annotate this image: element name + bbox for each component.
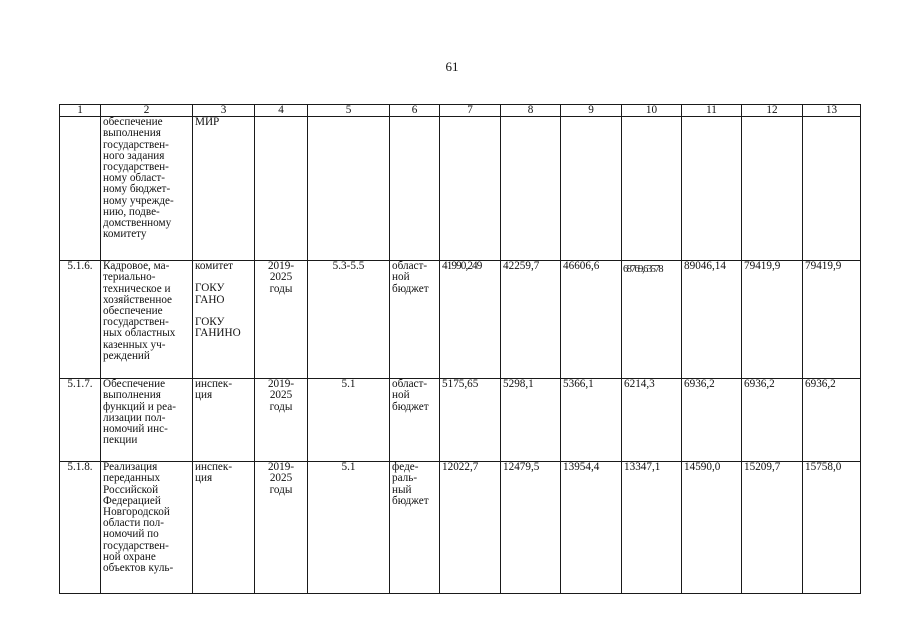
text-line: териально- [103, 271, 156, 284]
text-line: нию, подве- [103, 205, 160, 218]
target-indicator: 5.1 [308, 462, 390, 594]
target-indicator [308, 117, 390, 261]
row-number: 5.1.7. [60, 379, 101, 462]
value-cell: 6936,2 [682, 379, 742, 462]
text-line: казенных уч- [103, 338, 166, 351]
column-header: 5 [308, 105, 390, 117]
text-line: домственному [103, 217, 172, 230]
text-line: обеспечение [103, 305, 163, 318]
text-line: раль- [392, 472, 418, 485]
text-line: област- [392, 378, 428, 391]
text-line: годы [269, 483, 293, 496]
funding-source [390, 261, 440, 379]
text-line: Федерацией [103, 494, 161, 507]
value-cell [622, 117, 682, 261]
text-line: ному учрежде- [103, 194, 174, 207]
program-table [59, 104, 861, 594]
value-cell [561, 117, 622, 261]
funding-source [390, 462, 440, 594]
text-line: 2025 [269, 271, 293, 284]
activity-name [101, 379, 193, 462]
value-cell: 5298,1 [501, 379, 561, 462]
text-line: инспек- [195, 461, 233, 474]
text-line: Новгородской [103, 506, 170, 519]
value-cell [501, 117, 561, 261]
value-cell: 13954,4 [561, 462, 622, 594]
value-cell: 6214,3 [622, 379, 682, 462]
value-cell [440, 117, 501, 261]
text-line: номочий по [103, 528, 159, 541]
text-line: ной [392, 271, 410, 284]
table-row [60, 462, 861, 594]
text-line: обеспечение [103, 116, 163, 129]
text-line: ция [195, 472, 213, 485]
executor [193, 117, 255, 261]
text-line: бюджет [392, 282, 429, 295]
text-line: ному област- [103, 172, 165, 185]
table-row [60, 117, 861, 261]
text-line: 2019- [267, 461, 295, 474]
text-line: области пол- [103, 517, 164, 530]
activity-name [101, 462, 193, 594]
value-cell: 15758,0 [803, 462, 861, 594]
text-line: ГАНИНО [195, 327, 241, 340]
period [255, 117, 308, 261]
text-line: 2019- [267, 378, 295, 391]
text-line: ного задания [103, 149, 165, 162]
text-line: 2019- [267, 260, 295, 273]
table-row [60, 261, 861, 379]
column-header: 1 [60, 105, 101, 117]
text-line: лизации пол- [103, 411, 166, 424]
text-line: переданных [103, 472, 161, 485]
text-line: бюджет [392, 400, 429, 413]
text-line: государствен- [103, 539, 169, 552]
text-line: годы [269, 282, 293, 295]
value-cell: 68769,63578 [622, 261, 682, 379]
text-line: ГОКУ [195, 315, 225, 328]
text-line: инспек- [195, 378, 233, 391]
row-number: 5.1.6. [60, 261, 101, 379]
text-line: ГОКУ [195, 282, 225, 295]
value-cell: 5175,65 [440, 379, 501, 462]
text-line: ГАНО [195, 293, 225, 306]
text-line: комитет [195, 260, 234, 273]
target-indicator: 5.1 [308, 379, 390, 462]
value-cell: 14590,0 [682, 462, 742, 594]
column-header: 11 [682, 105, 742, 117]
text-line: техническое и [103, 282, 171, 295]
value-cell: 13347,1 [622, 462, 682, 594]
text-line: Кадровое, ма- [103, 260, 170, 273]
text-line: хозяйственное [103, 293, 173, 306]
column-header: 9 [561, 105, 622, 117]
value-cell [682, 117, 742, 261]
funding-source [390, 117, 440, 261]
text-line: пекции [103, 434, 138, 447]
executor [193, 462, 255, 594]
text-line: государствен- [103, 138, 169, 151]
text-line: 2025 [269, 389, 293, 402]
text-line: функций и реа- [103, 400, 176, 413]
text-line: объектов куль- [103, 562, 174, 575]
table-row [60, 379, 861, 462]
value-cell: 89046,14 [682, 261, 742, 379]
period [255, 462, 308, 594]
value-cell [803, 117, 861, 261]
column-header: 7 [440, 105, 501, 117]
text-line: Обеспечение [103, 378, 166, 391]
text-line: ный [392, 483, 412, 496]
text-line: Реализация [103, 461, 158, 474]
period [255, 379, 308, 462]
value-cell: 41990,249 [440, 261, 501, 379]
text-line: государствен- [103, 161, 169, 174]
column-header: 2 [101, 105, 193, 117]
text-line: годы [269, 400, 293, 413]
value-cell [742, 117, 803, 261]
target-indicator: 5.3-5.5 [308, 261, 390, 379]
executor [193, 379, 255, 462]
text-line: государствен- [103, 316, 169, 329]
value-cell: 79419,9 [803, 261, 861, 379]
text-line: комитету [103, 228, 147, 241]
column-header: 12 [742, 105, 803, 117]
page-number: 61 [445, 59, 459, 74]
column-header: 6 [390, 105, 440, 117]
text-line: феде- [392, 461, 419, 474]
text-line: ному бюджет- [103, 183, 171, 196]
activity-name [101, 117, 193, 261]
value-cell: 5366,1 [561, 379, 622, 462]
text-line: ных областных [103, 327, 176, 340]
text-line: выполнения [103, 389, 161, 402]
activity-name [101, 261, 193, 379]
text-line: МИР [195, 116, 220, 129]
column-header: 3 [193, 105, 255, 117]
text-line: номочий инс- [103, 423, 168, 436]
column-header: 10 [622, 105, 682, 117]
text-line: 2025 [269, 472, 293, 485]
column-header: 13 [803, 105, 861, 117]
column-header: 4 [255, 105, 308, 117]
value-cell: 6936,2 [803, 379, 861, 462]
value-cell: 79419,9 [742, 261, 803, 379]
value-cell: 15209,7 [742, 462, 803, 594]
funding-source [390, 379, 440, 462]
value-cell: 12022,7 [440, 462, 501, 594]
value-cell: 46606,6 [561, 261, 622, 379]
row-number: 5.1.8. [60, 462, 101, 594]
value-cell: 42259,7 [501, 261, 561, 379]
period [255, 261, 308, 379]
text-line: реждений [103, 349, 150, 362]
executor [193, 261, 255, 379]
text-line: ция [195, 389, 213, 402]
text-line: выполнения [103, 127, 161, 140]
text-line: ной охране [103, 550, 156, 563]
column-header: 8 [501, 105, 561, 117]
text-line: ной [392, 389, 410, 402]
text-line: Российской [103, 483, 159, 496]
text-line: област- [392, 260, 428, 273]
row-number [60, 117, 101, 261]
text-line: бюджет [392, 494, 429, 507]
column-number-row [60, 105, 861, 117]
value-cell: 12479,5 [501, 462, 561, 594]
value-cell: 6936,2 [742, 379, 803, 462]
